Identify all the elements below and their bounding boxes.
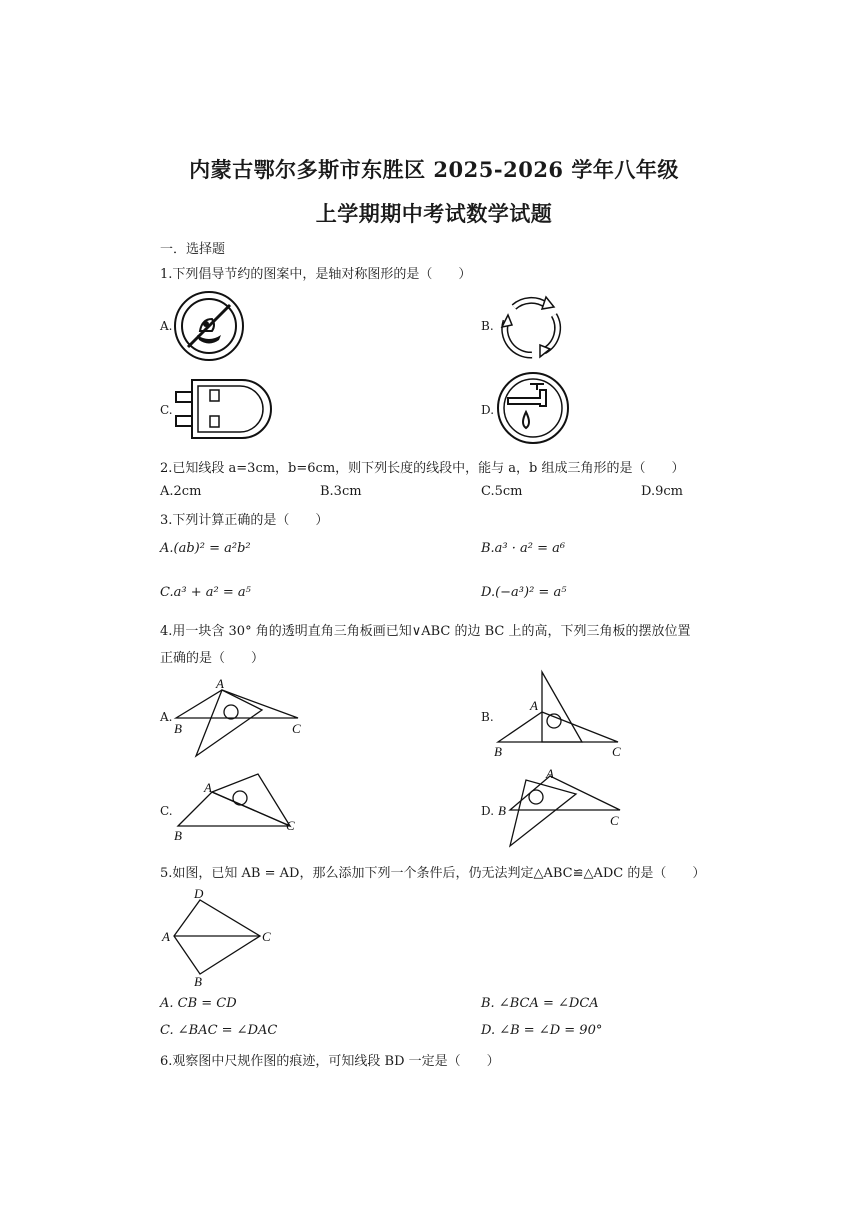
q1-option-b-figure <box>496 293 566 361</box>
q2-option-d: D.9cm <box>641 484 683 499</box>
q5-label-C: C <box>262 929 271 944</box>
q1-option-c-figure <box>172 378 272 440</box>
q1-stem: 1.下列倡导节约的图案中，是轴对称图形的是（ ） <box>160 267 472 282</box>
q4b-label-C: C <box>612 744 621 759</box>
q5-label-D: D <box>194 886 204 901</box>
q1-option-d-label: D. <box>481 403 495 417</box>
q1-option-d-figure <box>496 372 570 444</box>
q5-option-a: A. CB = CD <box>160 996 237 1011</box>
q4a-label-B: B <box>174 721 182 736</box>
q2-option-b: B.3cm <box>320 484 362 499</box>
q4d-label-B: B <box>498 803 506 818</box>
q4d-label-C: C <box>610 813 619 828</box>
q3-option-a: A.(ab)² = a²b² <box>160 541 251 556</box>
q4-option-c-label: C. <box>160 804 173 818</box>
q2-option-c: C.5cm <box>481 484 523 499</box>
q4-option-b-figure <box>492 668 632 760</box>
q4b-label-B: B <box>494 744 502 759</box>
section-heading: 一．选择题 <box>160 242 226 257</box>
q4-stem-line2: 正确的是（ ） <box>160 651 265 666</box>
q4c-label-A: A <box>204 780 212 795</box>
document-title-line2: 上学期期中考试数学试题 <box>315 201 553 226</box>
q1-option-b-label: B. <box>481 319 494 333</box>
q4-option-b-label: B. <box>481 710 494 724</box>
q1-option-a-figure <box>172 291 246 361</box>
q4-option-a-label: A. <box>160 710 173 724</box>
q3-option-b: B.a³ · a² = a⁶ <box>481 541 566 556</box>
q4a-label-C: C <box>292 721 301 736</box>
q4c-label-C: C <box>286 818 295 833</box>
q4a-label-A: A <box>216 676 224 691</box>
q3-option-d: D.(−a³)² = a⁵ <box>481 585 567 600</box>
q5-label-B: B <box>194 974 202 989</box>
q5-option-d: D. ∠B = ∠D = 90° <box>481 1023 603 1038</box>
q5-option-b: B. ∠BCA = ∠DCA <box>481 996 599 1011</box>
q1-option-a-label: A. <box>160 319 173 333</box>
q4-option-d-figure <box>496 768 636 852</box>
q4d-label-A: A <box>546 766 554 781</box>
q1-option-c-label: C. <box>160 403 173 417</box>
q2-stem: 2.已知线段 a=3cm，b=6cm，则下列长度的线段中，能与 a，b 组成三角形的是（ ） <box>160 461 685 476</box>
q4-option-c-figure <box>172 770 302 848</box>
q4c-label-B: B <box>174 828 182 843</box>
q2-option-a: A.2cm <box>160 484 202 499</box>
q5-stem: 5.如图，已知 AB = AD，那么添加下列一个条件后，仍无法判定△ABC≌△ADC 的是（ ） <box>160 866 706 881</box>
q4b-label-A: A <box>530 698 538 713</box>
q4-option-a-figure <box>172 676 312 758</box>
q4-option-d-label: D. <box>481 804 495 818</box>
q5-figure <box>160 886 280 988</box>
q4-stem-line1: 4.用一块含 30° 角的透明直角三角板画已知∨ABC 的边 BC 上的高，下列三角板的摆放位置 <box>160 624 691 639</box>
q5-option-c: C. ∠BAC = ∠DAC <box>160 1023 278 1038</box>
q6-stem: 6.观察图中尺规作图的痕迹，可知线段 BD 一定是（ ） <box>160 1054 500 1069</box>
q3-option-c: C.a³ + a² = a⁵ <box>160 585 251 600</box>
q5-label-A: A <box>162 929 170 944</box>
document-title-line1: 内蒙古鄂尔多斯市东胜区 2025-2026 学年八年级 <box>189 157 679 182</box>
q3-stem: 3.下列计算正确的是（ ） <box>160 513 329 528</box>
